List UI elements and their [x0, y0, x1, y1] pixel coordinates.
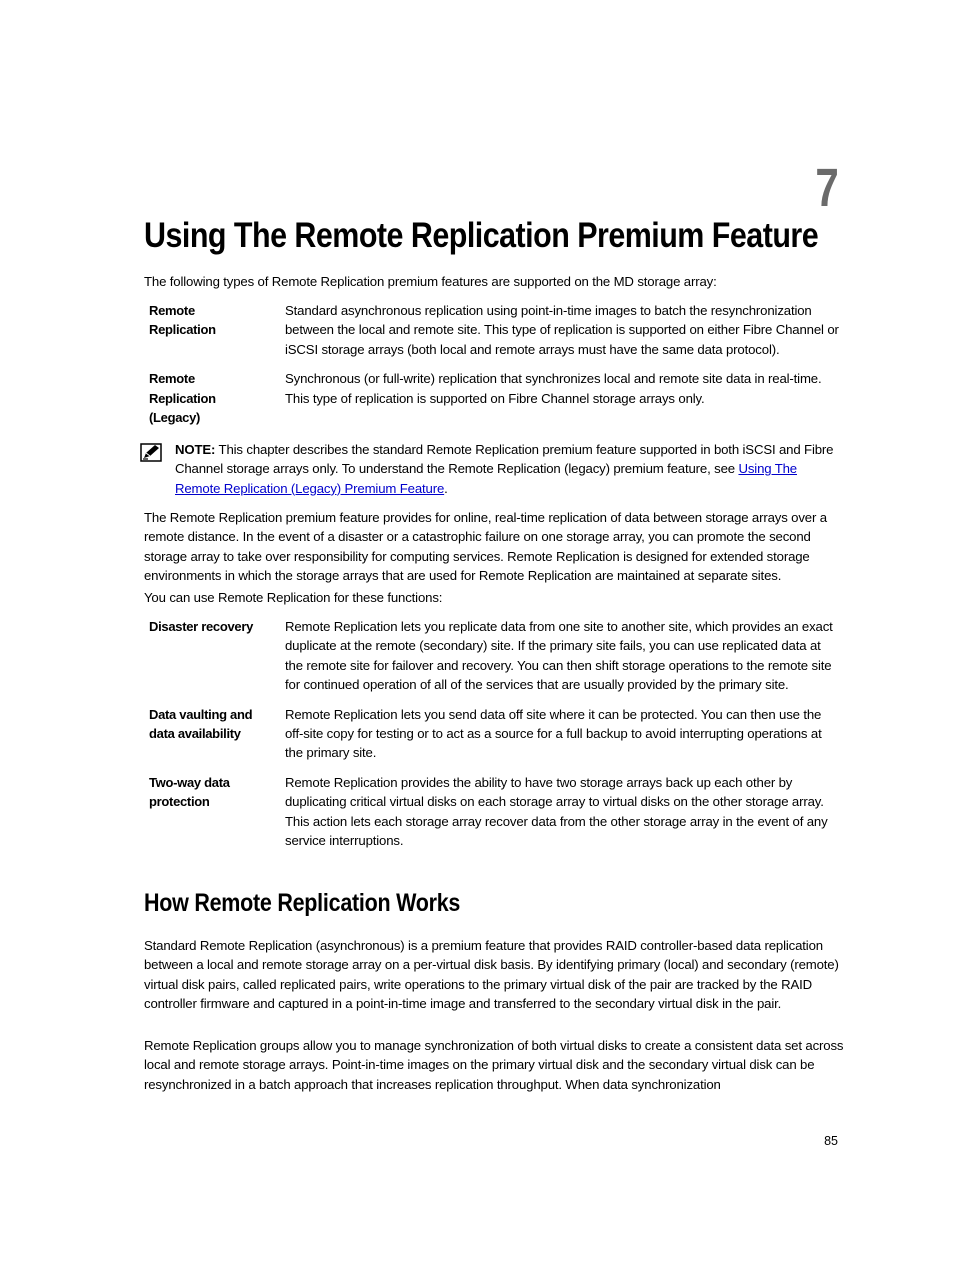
page-number: 85 [824, 1134, 838, 1148]
replication-type-row [149, 301, 839, 359]
section-paragraph: Standard Remote Replication (asynchronous) is a premium feature that provides RAID controller-based data replication between a local and remote storage array on a per-virtual disk basis. By identifying primary (local) and secondary (remote) virtual disk pairs, called replicated pairs, write operations to the primary virtual disk of the pair are tracked by the RAID controller firmware and captured in a point-in-time image and transferred to the secondary virtual disk in the pair. [144, 938, 839, 1012]
function-row [149, 773, 839, 851]
overview-paragraph: The Remote Replication premium feature provides for online, real-time replication of data between storage arrays over a remote distance. In the event of a disaster or a catastrophic failure on one storage array, you can promote the second storage array to take over responsibility for computing services. Remote Replication is designed for extended storage environments in which the storage arrays that are used for Remote Replication are maintained at separate sites. [144, 510, 827, 584]
replication-types-list [149, 301, 839, 437]
note-label: NOTE: [175, 442, 216, 457]
function-description: Remote Replication lets you replicate data from one site to another site, which provides an exact duplicate at the remote (secondary) site. If the primary site fails, you can use replicated data at the remote site for failover and recovery. You can then shift storage operations to the remote site for continued operation of all of the services that are usually provided by the primary site. [285, 619, 833, 693]
note-end: . [444, 480, 448, 496]
function-term: Two-way data protection [149, 774, 230, 810]
intro-paragraph: The following types of Remote Replication premium features are supported on the MD storage array: [144, 274, 717, 289]
replication-type-description: Standard asynchronous replication using point-in-time images to batch the resynchronization between the local and remote site. This type of replication is supported on either Fibre Channel or iSCSI storage arrays (both local and remote arrays must have the same data protocol). [285, 303, 839, 357]
replication-type-row [149, 369, 839, 427]
function-description: Remote Replication provides the ability to have two storage arrays back up each other by duplicating critical virtual disks on each storage array to virtual disks on the other storage array. This action lets each storage array recover data from the other storage array in the event of any service interruptions. [285, 774, 828, 849]
section-title: How Remote Replication Works [144, 889, 461, 917]
replication-type-description: Synchronous (or full-write) replication that synchronizes local and remote site data in real-time. This type of replication is supported on Fibre Channel storage arrays only. [285, 371, 822, 406]
section-paragraph: Remote Replication groups allow you to manage synchronization of both virtual disks to create a consistent data set across local and remote storage arrays. Point-in-time images on the primary virtual disk and the secondary virtual disk can be resynchronized in a batch approach that increases replication throughput. When data synchronization [144, 1038, 844, 1092]
function-term: Data vaulting and data availability [149, 706, 253, 742]
pencil-note-icon [140, 443, 162, 462]
function-row [149, 705, 839, 763]
replication-type-term: Remote Replication [149, 303, 216, 338]
functions-intro: You can use Remote Replication for these functions: [144, 590, 443, 605]
function-row [149, 617, 839, 695]
function-term: Disaster recovery [149, 619, 254, 634]
functions-list [149, 617, 839, 860]
note-text [175, 440, 839, 498]
note-body: This chapter describes the standard Remote Replication premium feature supported in both iSCSI and Fibre Channel storage arrays only. To understand the Remote Replication (legacy) premium feature, see [175, 442, 834, 477]
replication-type-term: Remote Replication (Legacy) [149, 371, 216, 426]
chapter-title: Using The Remote Replication Premium Feature [144, 216, 819, 255]
chapter-number: 7 [815, 158, 838, 218]
function-description: Remote Replication lets you send data off site where it can be protected. You can then use the off-site copy for testing or to act as a source for a full backup to avoid interrupting operations at the primary site. [285, 706, 822, 761]
legacy-feature-link[interactable]: Using The Remote Replication (Legacy) Premium Feature [175, 461, 797, 496]
